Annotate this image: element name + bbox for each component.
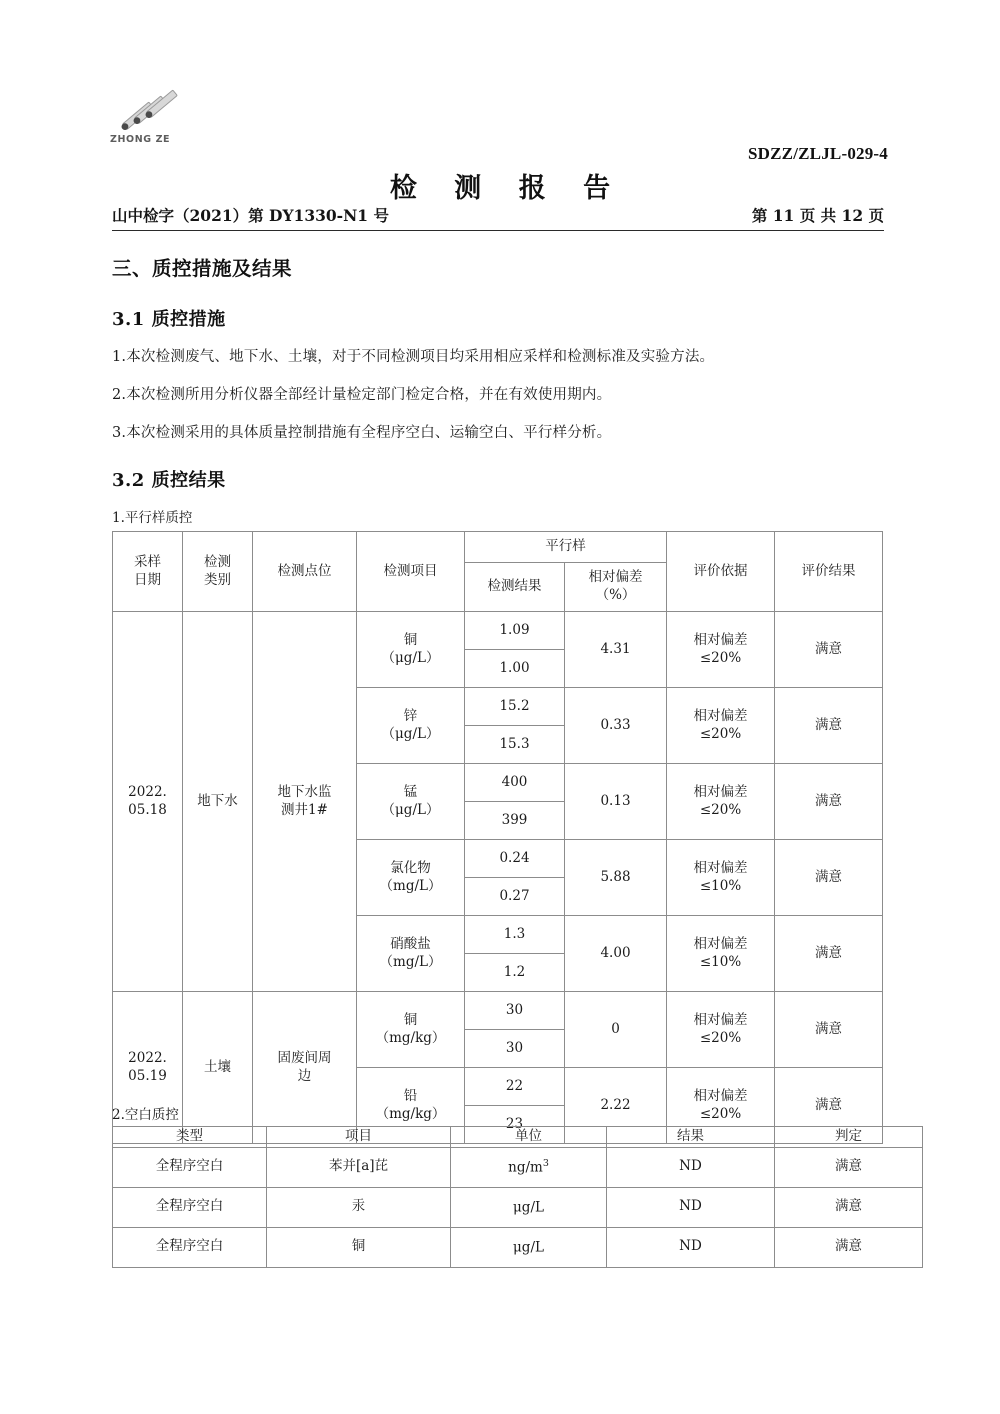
cell-category: 地下水: [183, 612, 253, 992]
table-row: [113, 1187, 923, 1227]
cell-blank-item: 汞: [267, 1187, 451, 1227]
cell-blank-unit: μg/L: [451, 1187, 607, 1227]
cell-blank-type: 全程序空白: [113, 1147, 267, 1187]
cell-basis: 相对偏差 ≤20%: [667, 992, 775, 1068]
col-blank-result: 结果: [607, 1127, 775, 1148]
section-3-1-item-1: 1.本次检测废气、地下水、土壤，对于不同检测项目均采用相应采样和检测标准及实验方法。: [112, 349, 715, 365]
table-row: [113, 612, 883, 650]
logo-wordmark: ZHONG ZE: [110, 134, 171, 145]
col-blank-item: 项目: [267, 1127, 451, 1148]
cell-blank-result: ND: [607, 1147, 775, 1187]
col-category: 检测 类别: [183, 532, 253, 612]
table-parallel-caption: 1.平行样质控: [112, 510, 193, 526]
cell-blank-item: 铜: [267, 1227, 451, 1267]
cell-blank-judgement: 满意: [775, 1147, 923, 1187]
cell-conclusion: 满意: [775, 612, 883, 688]
cell-point: 地下水监 测井1#: [253, 612, 357, 992]
col-sample-date: 采样 日期: [113, 532, 183, 612]
cell-category: 土壤: [183, 992, 253, 1144]
cell-rpd: 5.88: [565, 840, 667, 916]
blank-qc-table: [112, 1126, 923, 1268]
cell-result-2: 399: [465, 802, 565, 840]
blank-table-header-row: [113, 1127, 923, 1148]
section-3-2-heading: 3.2 质控结果: [112, 470, 226, 491]
col-item: 检测项目: [357, 532, 465, 612]
col-blank-type: 类型: [113, 1127, 267, 1148]
cell-blank-type: 全程序空白: [113, 1227, 267, 1267]
cell-blank-type: 全程序空白: [113, 1187, 267, 1227]
col-conclusion: 评价结果: [775, 532, 883, 612]
document-code: SDZZ/ZLJL-029-4: [748, 144, 888, 163]
cell-result-1: 22: [465, 1068, 565, 1106]
cell-blank-result: ND: [607, 1227, 775, 1267]
report-subheader: [112, 204, 884, 231]
cell-item: 铅 （mg/kg）: [357, 1068, 465, 1144]
col-point: 检测点位: [253, 532, 357, 612]
table-row: [113, 1147, 923, 1187]
cell-item: 锰 （μg/L）: [357, 764, 465, 840]
chapter-heading: 三、质控措施及结果: [112, 257, 293, 280]
cell-result-2: 15.3: [465, 726, 565, 764]
section-3-1-heading: 3.1 质控措施: [112, 309, 226, 330]
cell-sample-date: 2022. 05.19: [113, 992, 183, 1144]
cell-result-1: 400: [465, 764, 565, 802]
cell-item: 锌 （μg/L）: [357, 688, 465, 764]
cell-result-1: 1.09: [465, 612, 565, 650]
cell-rpd: 0.33: [565, 688, 667, 764]
col-blank-unit: 单位: [451, 1127, 607, 1148]
cell-result-1: 30: [465, 992, 565, 1030]
cell-blank-unit: $ng/m^3$: [451, 1147, 607, 1187]
page-title: 检 测 报 告: [389, 173, 625, 204]
cell-blank-judgement: 满意: [775, 1227, 923, 1267]
cell-basis: 相对偏差 ≤10%: [667, 916, 775, 992]
report-number: 山中检字（2021）第 DY1330-N1 号: [112, 206, 389, 225]
table-row: [113, 1227, 923, 1267]
section-3-1-item-2: 2.本次检测所用分析仪器全部经计量检定部门检定合格，并在有效使用期内。: [112, 387, 612, 403]
cell-result-2: 1.2: [465, 954, 565, 992]
cell-conclusion: 满意: [775, 688, 883, 764]
cell-result-2: 1.00: [465, 650, 565, 688]
cell-conclusion: 满意: [775, 840, 883, 916]
col-basis: 评价依据: [667, 532, 775, 612]
cell-rpd: 2.22: [565, 1068, 667, 1144]
cell-result-2: 30: [465, 1030, 565, 1068]
section-3-1-item-3: 3.本次检测采用的具体质量控制措施有全程序空白、运输空白、平行样分析。: [112, 425, 612, 441]
cell-blank-result: ND: [607, 1187, 775, 1227]
cell-result-1: 0.24: [465, 840, 565, 878]
cell-rpd: 4.31: [565, 612, 667, 688]
col-blank-judgement: 判定: [775, 1127, 923, 1148]
blank-qc-table-body: [113, 1147, 923, 1267]
company-logo: [108, 78, 218, 158]
page-number: 第 11 页 共 12 页: [751, 206, 884, 225]
cell-rpd: 0: [565, 992, 667, 1068]
cell-basis: 相对偏差 ≤20%: [667, 688, 775, 764]
cell-conclusion: 满意: [775, 992, 883, 1068]
parallel-qc-table-body: [113, 612, 883, 1144]
table-blank-caption: 2.空白质控: [112, 1107, 179, 1123]
cell-result-2: 23: [465, 1106, 565, 1144]
cell-result-2: 0.27: [465, 878, 565, 916]
cell-basis: 相对偏差 ≤10%: [667, 840, 775, 916]
cell-blank-judgement: 满意: [775, 1187, 923, 1227]
table-header-row-1: [113, 532, 883, 563]
cell-item: 铜 （μg/L）: [357, 612, 465, 688]
cell-item: 氯化物 （mg/L）: [357, 840, 465, 916]
three-pipettes-logo-icon: [114, 78, 194, 134]
cell-rpd: 4.00: [565, 916, 667, 992]
cell-conclusion: 满意: [775, 916, 883, 992]
parallel-qc-table: [112, 531, 883, 1144]
cell-conclusion: 满意: [775, 764, 883, 840]
cell-sample-date: 2022. 05.18: [113, 612, 183, 992]
cell-result-1: 15.2: [465, 688, 565, 726]
table-row: [113, 992, 883, 1030]
cell-basis: 相对偏差 ≤20%: [667, 1068, 775, 1144]
cell-conclusion: 满意: [775, 1068, 883, 1144]
cell-point: 固废间周 边: [253, 992, 357, 1144]
col-parallel-group: 平行样: [465, 532, 667, 563]
cell-rpd: 0.13: [565, 764, 667, 840]
cell-basis: 相对偏差 ≤20%: [667, 764, 775, 840]
cell-item: 铜 （mg/kg）: [357, 992, 465, 1068]
cell-blank-item: 苯并[a]芘: [267, 1147, 451, 1187]
col-result: 检测结果: [465, 563, 565, 612]
cell-blank-unit: μg/L: [451, 1227, 607, 1267]
cell-item: 硝酸盐 （mg/L）: [357, 916, 465, 992]
cell-basis: 相对偏差 ≤20%: [667, 612, 775, 688]
col-rpd: 相对偏差 （%）: [565, 563, 667, 612]
cell-result-1: 1.3: [465, 916, 565, 954]
